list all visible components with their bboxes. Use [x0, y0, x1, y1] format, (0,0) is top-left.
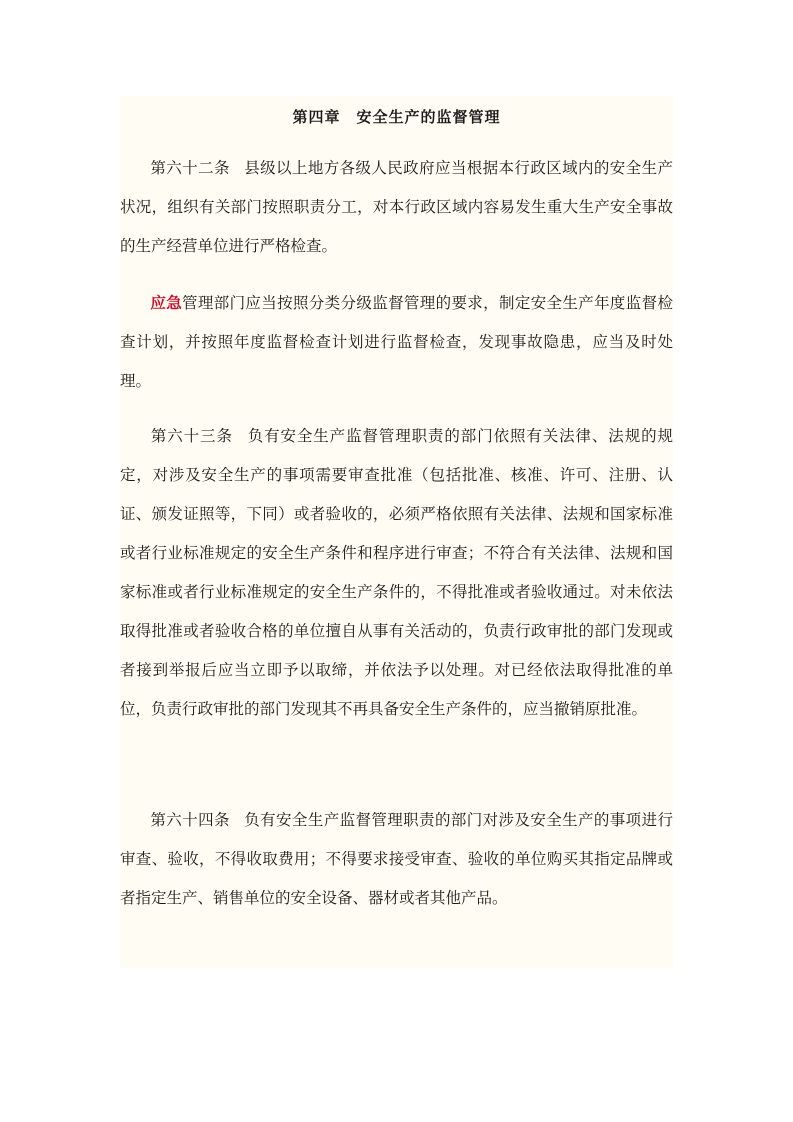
article-text: 管理部门应当按照分类分级监督管理的要求，制定安全生产年度监督检查计划，并按照年度监督检查计划进行监督检查，发现事故隐患，应当及时处理。	[120, 294, 673, 390]
article-62-paragraph-2	[120, 283, 673, 401]
article-62	[120, 149, 673, 266]
article-text: 县级以上地方各级人民政府应当根据本行政区域内的安全生产状况，组织有关部门按照职责分工，对本行政区域内容易发生重大生产安全事故的生产经营单位进行严格检查。	[120, 159, 673, 255]
article-number: 第六十四条	[150, 811, 230, 829]
chapter-title: 第四章 安全生产的监督管理	[292, 108, 501, 126]
article-text: 负有安全生产监督管理职责的部门依照有关法律、法规的规定，对涉及安全生产的事项需要审查批准（包括批准、核准、许可、注册、认证、颁发证照等，下同）或者验收的，必须严格依照有关法律、法规和国家标准或者行业标准规定的安全生产条件和程序进行审查；不符合有关法律、法规和国家标准或者行业标准规定的安全生产条件的，不得批准或者验收通过。对未依法取得批准或者验收合格的单位擅自从事有关活动的，负责行政审批的部门发现或者接到举报后应当立即予以取缔，并依法予以处理。对已经依法取得批准的单位，负责行政审批的部门发现其不再具备安全生产条件的，应当撤销原批准。	[120, 427, 673, 718]
document-content	[120, 96, 673, 968]
highlighted-term: 应急	[150, 293, 183, 312]
article-64	[120, 801, 673, 918]
article-number: 第六十三条	[150, 427, 233, 445]
article-text: 负有安全生产监督管理职责的部门对涉及安全生产的事项进行审查、验收，不得收取费用；不得要求接受审查、验收的单位购买其指定品牌或者指定生产、销售单位的安全设备、器材或者其他产品。	[120, 811, 673, 907]
article-63	[120, 417, 673, 729]
article-number: 第六十二条	[150, 159, 230, 177]
